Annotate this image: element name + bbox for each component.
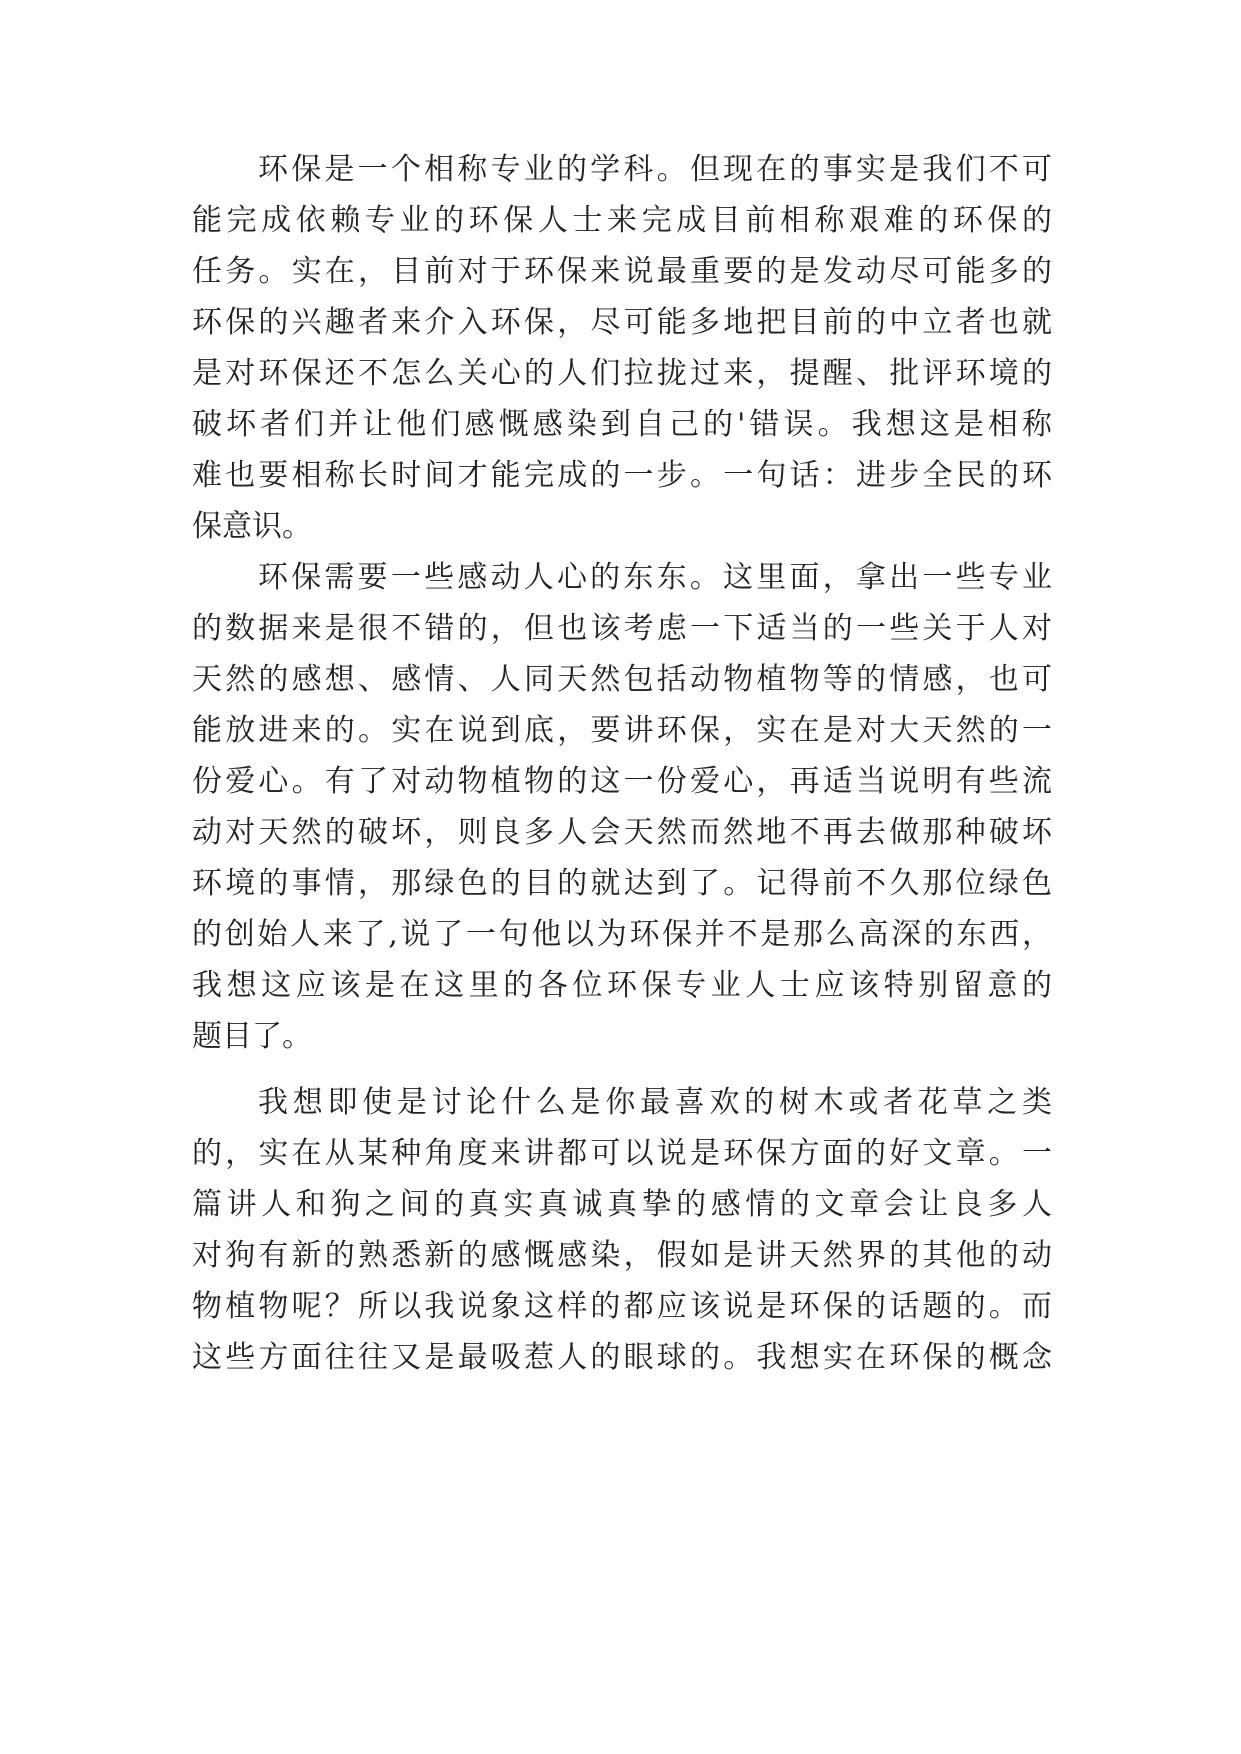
paragraph-2-line-10: 题目了。 <box>192 1019 312 1054</box>
paragraph-2-line-6: 动对天然的破坏，则良多人会天然而然地不再去做那种破坏 <box>192 815 1052 850</box>
paragraph-2-line-2: 的数据来是很不错的，但也该考虑一下适当的一些关于人对 <box>192 611 1052 646</box>
paragraph-3-line-4: 对狗有新的熟悉新的感慨感染，假如是讲天然界的其他的动 <box>192 1238 1052 1273</box>
paragraph-3-line-6: 这些方面往往又是最吸惹人的眼球的。我想实在环保的概念 <box>192 1340 1052 1375</box>
paragraph-3-line-5: 物植物呢？所以我说象这样的都应该说是环保的话题的。而 <box>192 1289 1052 1324</box>
paragraph-1-line-5: 是对环保还不怎么关心的人们拉拢过来，提醒、批评环境的 <box>192 356 1052 391</box>
paragraph-1-line-3: 任务。实在，目前对于环保来说最重要的是发动尽可能多的 <box>192 254 1052 289</box>
paragraph-2-line-3: 天然的感想、感情、人同天然包括动物植物等的情感，也可 <box>192 662 1052 697</box>
paragraph-3-line-3: 篇讲人和狗之间的真实真诚真挚的感情的文章会让良多人 <box>192 1187 1052 1222</box>
paragraph-1-line-2: 能完成依赖专业的环保人士来完成目前相称艰难的环保的 <box>192 203 1052 238</box>
paragraph-2-line-4: 能放进来的。实在说到底，要讲环保，实在是对大天然的一 <box>192 713 1052 748</box>
paragraph-1-line-7: 难也要相称长时间才能完成的一步。一句话：进步全民的环 <box>192 458 1052 493</box>
paragraph-2-line-7: 环境的事情，那绿色的目的就达到了。记得前不久那位绿色 <box>192 866 1052 901</box>
paragraph-2-line-1: 环保需要一些感动人心的东东。这里面，拿出一些专业 <box>258 560 1052 595</box>
paragraph-2-line-5: 份爱心。有了对动物植物的这一份爱心，再适当说明有些流 <box>192 764 1052 799</box>
paragraph-1-line-6: 破坏者们并让他们感慨感染到自己的'错误。我想这是相称 <box>192 407 1052 442</box>
paragraph-3-line-2: 的，实在从某种角度来讲都可以说是环保方面的好文章。一 <box>192 1136 1052 1171</box>
paragraph-1-line-8: 保意识。 <box>192 509 312 544</box>
paragraph-3-line-1: 我想即使是讨论什么是你最喜欢的树木或者花草之类 <box>258 1085 1052 1120</box>
paragraph-2-line-9: 我想这应该是在这里的各位环保专业人士应该特别留意的 <box>192 968 1052 1003</box>
paragraph-1-line-1: 环保是一个相称专业的学科。但现在的事实是我们不可 <box>258 152 1052 187</box>
paragraph-1-line-4: 环保的兴趣者来介入环保，尽可能多地把目前的中立者也就 <box>192 305 1052 340</box>
paragraph-2-line-8: 的创始人来了,说了一句他以为环保并不是那么高深的东西， <box>192 917 1052 952</box>
